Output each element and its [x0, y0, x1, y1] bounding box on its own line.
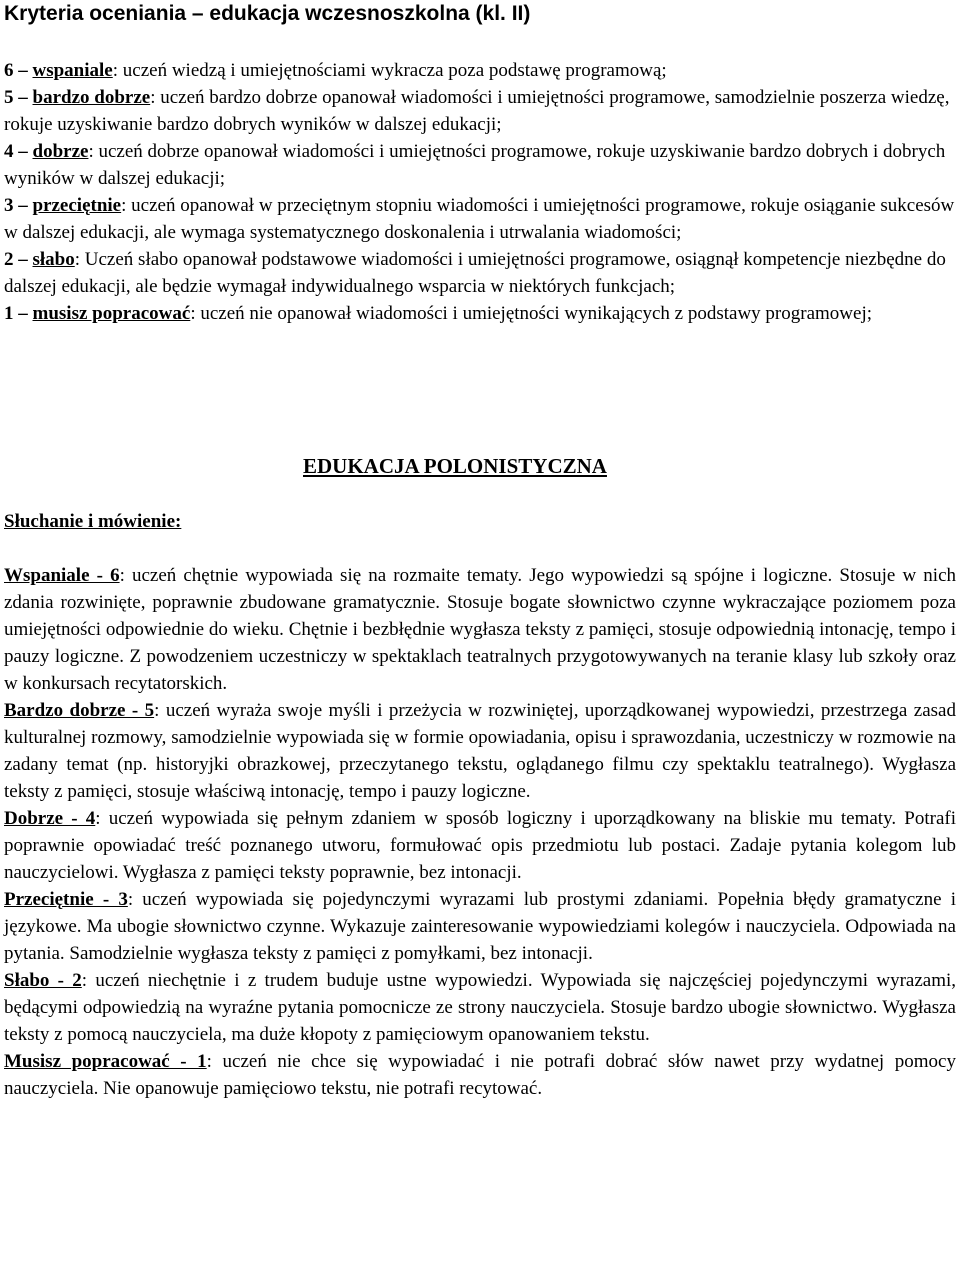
subsection-title: Słuchanie i mówienie:	[4, 511, 182, 532]
criterion-text: : uczeń bardzo dobrze opanował wiadomości i umiejętności programowe, samodzielnie poszerza wiedzę, rokuje uzyskiwanie bardzo dobrych wyników w dalszej edukacji;	[4, 87, 950, 135]
criterion-dash: –	[13, 60, 33, 81]
criterion-text: : uczeń wiedzą i umiejętnościami wykracza poza podstawę programową;	[112, 60, 667, 81]
grade-text: : uczeń chętnie wypowiada się na rozmaite tematy. Jego wypowiedzi są spójne i logiczne. Stosuje w nich zdania rozwinięte, poprawnie zbudowane gramatycznie. Stosuje bogate słownictwo czynne wykraczające poziomem poza umiejętności odpowiednie do wieku. Chętnie i bezbłędnie wygłasza teksty z pamięci, stosuje odpowiednią intonację, tempo i pauzy logiczne. Z powodzeniem uczestniczy w spektaklach teatralnych przygotowywanych na teranie klasy lub szkoły oraz w konkursach recytatorskich.	[4, 565, 956, 694]
criterion-text: : Uczeń słabo opanował podstawowe wiadomości i umiejętności programowe, osiągnął kompetencje niezbędne do dalszej edukacji, ale będzie wymagał indywidualnego wsparcia w niektórych funkcjach;	[4, 249, 946, 297]
criterion-text: : uczeń dobrze opanował wiadomości i umiejętności programowe, rokuje uzyskiwanie bardzo dobrych i dobrych wyników w dalszej edukacji;	[4, 141, 946, 189]
criterion-number: 4	[4, 141, 14, 162]
criterion-dash: –	[13, 249, 33, 270]
criterion-item	[4, 84, 956, 138]
criterion-name: bardzo dobrze	[32, 87, 151, 108]
criterion-text: : uczeń nie opanował wiadomości i umiejętności wynikających z podstawy programowej;	[190, 303, 873, 324]
criterion-text: : uczeń opanował w przeciętnym stopniu wiadomości i umiejętności programowe, rokuje osiąganie sukcesów w dalszej edukacji, ale wymaga systematycznego doskonalenia i utrwalania wiadomości;	[4, 195, 955, 243]
criterion-number: 1	[4, 303, 14, 324]
grade-paragraph	[4, 967, 956, 1048]
grade-paragraph	[4, 1048, 956, 1102]
criterion-number: 3	[4, 195, 14, 216]
grade-text: : uczeń wyraża swoje myśli i przeżycia w rozwiniętej, uporządkowanej wypowiedzi, przestrzega zasad kulturalnej rozmowy, samodzielnie wypowiada się w formie opowiadania, opisu i sprawozdania, uczestniczy w rozmowie na zadany temat (np. historyjki obrazkowej, przeczytanego tekstu, oglądanego filmu czy spektaklu teatralnego). Wygłasza teksty z pamięci, stosuje właściwą intonację, tempo i pauzy logiczne.	[4, 700, 956, 802]
criterion-item	[4, 57, 956, 84]
document-title: Kryteria oceniania – edukacja wczesnoszkolna (kl. II)	[4, 2, 531, 25]
grade-label: Dobrze - 4	[4, 808, 96, 829]
grade-text: : uczeń nie chce się wypowiadać i nie potrafi dobrać słów nawet przy wydatnej pomocy nauczyciela. Nie opanowuje pamięciowo tekstu, nie potrafi recytować.	[4, 1051, 956, 1099]
grade-label: Słabo - 2	[4, 970, 82, 991]
grade-descriptions	[4, 562, 956, 1102]
criterion-name: przeciętnie	[32, 195, 122, 216]
criterion-dash: –	[13, 87, 33, 108]
criterion-item	[4, 300, 956, 327]
grade-paragraph	[4, 805, 956, 886]
criterion-name: wspaniale	[32, 60, 113, 81]
grade-paragraph	[4, 886, 956, 967]
criterion-item	[4, 246, 956, 300]
criterion-dash: –	[13, 303, 33, 324]
grade-text: : uczeń wypowiada się pełnym zdaniem w sposób logiczny i uporządkowany na bliskie mu tematy. Potrafi poprawnie opowiadać treść poznanego utworu, formułować opis przedmiotu lub postaci. Zadaje pytania kolegom lub nauczycielowi. Wygłasza z pamięci teksty poprawnie, bez intonacji.	[4, 808, 956, 883]
grade-label: Wspaniale - 6	[4, 565, 120, 586]
grade-label: Bardzo dobrze - 5	[4, 700, 155, 721]
criterion-dash: –	[13, 195, 33, 216]
grade-paragraph	[4, 562, 956, 697]
grade-label: Musisz popracować - 1	[4, 1051, 207, 1072]
criterion-name: dobrze	[32, 141, 89, 162]
grade-paragraph	[4, 697, 956, 805]
criterion-dash: –	[13, 141, 33, 162]
criterion-number: 2	[4, 249, 14, 270]
criterion-name: słabo	[32, 249, 75, 270]
grade-text: : uczeń wypowiada się pojedynczymi wyrazami lub prostymi zdaniami. Popełnia błędy gramatyczne i językowe. Ma ubogie słownictwo czynne. Wykazuje zainteresowanie wypowiedziami kolegów i nauczyciela. Odpowiada na pytania. Samodzielnie wygłasza teksty z pamięci z pomyłkami, bez intonacji.	[4, 889, 956, 964]
criterion-number: 6	[4, 60, 14, 81]
criterion-number: 5	[4, 87, 14, 108]
grade-text: : uczeń niechętnie i z trudem buduje ustne wypowiedzi. Wypowiada się najczęściej pojedynczymi wyrazami, będącymi odpowiedzią na wyraźne pytania pomocnicze ze strony nauczyciela. Stosuje bardzo ubogie słownictwo. Wygłasza teksty z pomocą nauczyciela, ma duże kłopoty z pamięciowym opanowaniem tekstu.	[4, 970, 956, 1045]
grading-criteria-list	[4, 57, 956, 327]
criterion-name: musisz popracować	[32, 303, 191, 324]
grade-label: Przeciętnie - 3	[4, 889, 128, 910]
section-title: EDUKACJA POLONISTYCZNA	[303, 454, 607, 478]
criterion-item	[4, 192, 956, 246]
criterion-item	[4, 138, 956, 192]
